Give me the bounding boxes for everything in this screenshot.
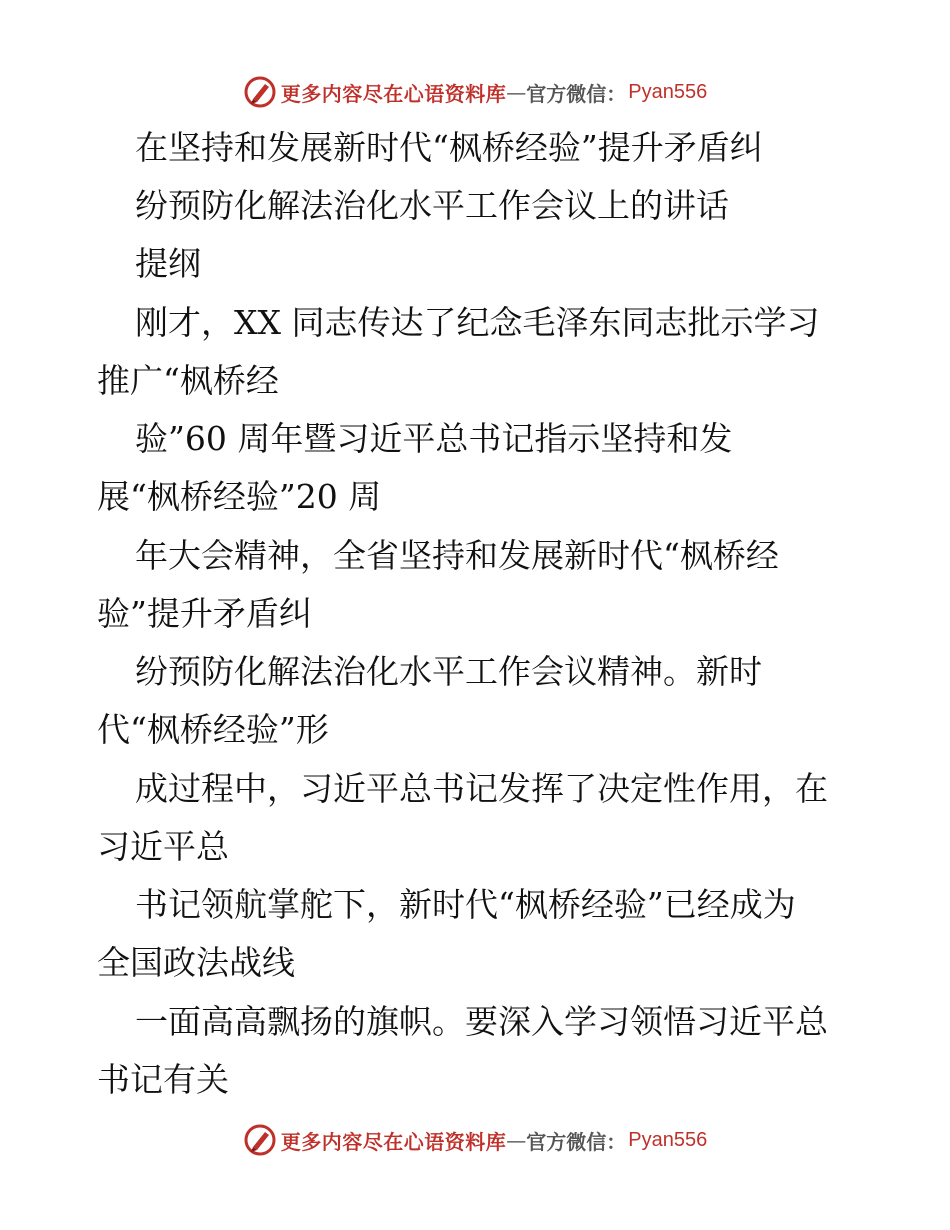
text-line: 在坚持和发展新时代“枫桥经验”提升矛盾纠	[135, 128, 763, 167]
watermark-wechat-id: Pyan556	[628, 1128, 708, 1151]
text-line: 书记领航掌舵下，新时代“枫桥经验”已经成为	[135, 885, 796, 924]
text-line: 书记有关	[97, 1060, 229, 1099]
text-line: 验”提升矛盾纠	[97, 594, 312, 633]
watermark-separator: —	[506, 80, 527, 104]
watermark-wechat-id: Pyan556	[628, 80, 708, 103]
header-watermark	[0, 72, 950, 112]
text-line: 年大会精神，全省坚持和发展新时代“枫桥经	[135, 536, 779, 575]
text-line: 验”60 周年暨习近平总书记指示坚持和发	[135, 419, 733, 458]
text-line: 全国政法战线	[97, 943, 295, 982]
text-line: 纷预防化解法治化水平工作会议精神。新时	[135, 652, 762, 691]
footer-watermark	[0, 1120, 950, 1160]
text-line: 成过程中，习近平总书记发挥了决定性作用，在	[135, 769, 828, 808]
text-line: 习近平总	[97, 827, 229, 866]
watermark-wechat-label: 官方微信：	[526, 1129, 627, 1154]
pen-logo-icon	[243, 1123, 277, 1157]
watermark-text: 更多内容尽在心语资料库	[280, 1129, 507, 1154]
text-line: 纷预防化解法治化水平工作会议上的讲话	[135, 186, 729, 225]
text-line: 推广“枫桥经	[97, 361, 279, 400]
text-line: 提纲	[135, 244, 201, 283]
watermark-text: 更多内容尽在心语资料库	[280, 81, 507, 106]
pen-logo-icon	[243, 75, 277, 109]
text-line: 代“枫桥经验”形	[97, 710, 329, 749]
text-line: 刚才，XX 同志传达了纪念毛泽东同志批示学习	[135, 303, 820, 342]
text-line: 展“枫桥经验”20 周	[97, 477, 382, 516]
watermark-separator: —	[506, 1128, 527, 1152]
text-line: 一面高高飘扬的旗帜。要深入学习领悟习近平总	[135, 1002, 828, 1041]
watermark-wechat-label: 官方微信：	[526, 81, 627, 106]
